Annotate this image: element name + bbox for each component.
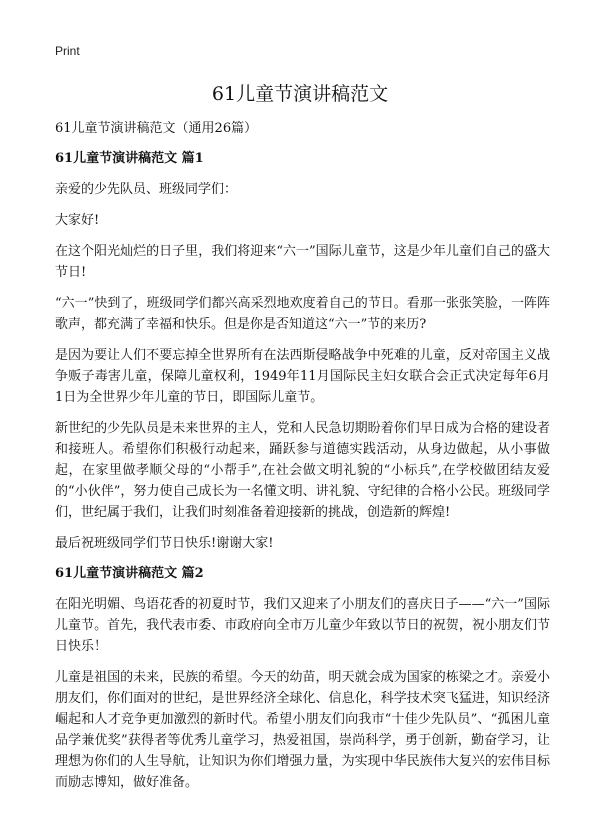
paragraph: 儿童是祖国的未来，民族的希望。今天的幼苗，明天就会成为国家的栋梁之才。亲爱小朋友们，你们面对的世纪，是世界经济全球化、信息化，科学技术突飞猛进，知识经济崛起和人才竞争更加激烈的新时代。希望小朋友们向我市“十佳少先队员”、“孤困儿童品学兼优奖”获得者等优秀儿童学习，热爱祖国，崇尚科学，勇于创新，勤奋学习，让理想为你们的人生导航，让知识为你们增强力量，为实现中华民族伟大复兴的宏伟目标而励志博知，做好准备。 [55, 670, 550, 790]
paragraph: 大家好! [55, 213, 100, 228]
paragraph: “六一”快到了，班级同学们都兴高采烈地欢度着自己的节日。看那一张张笑脸，一阵阵歌声，都充满了幸福和快乐。但是你是否知道这“六一”节的来历? [55, 296, 550, 332]
article-body [55, 118, 550, 803]
paragraph: 在阳光明媚、鸟语花香的初夏时节，我们又迎来了小朋友们的喜庆日子——“六一”国际儿童节。首先，我代表市委、市政府向全市万儿童少年致以节日的祝贺，祝小朋友们节日快乐！ [55, 597, 550, 654]
print-link[interactable]: Print [55, 44, 80, 58]
paragraph: 亲爱的少先队员、班级同学们： [55, 182, 238, 197]
article-subtitle: 61儿童节演讲稿范文（通用26篇） [55, 121, 258, 136]
section-heading-1: 61儿童节演讲稿范文 篇1 [55, 151, 204, 166]
paragraph: 新世纪的少先队员是未来世界的主人，党和人民急切期盼着你们早日成为合格的建设者和接班人。希望你们积极行动起来，踊跃参与道德实践活动，从身边做起，从小事做起，在家里做孝顺父母的“小帮手”,在社会做文明礼貌的“小标兵”,在学校做团结友爱的“小伙伴”，努力使自己成长为一名懂文明、讲礼貌、守纪律的合格小公民。班级同学们，世纪属于我们，让我们时刻准备着迎接新的挑战，创造新的辉煌! [55, 421, 550, 520]
paragraph: 是因为要让人们不要忘掉全世界所有在法西斯侵略战争中死难的儿童，反对帝国主义战争贩子毒害儿童，保障儿童权利，1949年11月国际民主妇女联合会正式决定每年6月1日为全世界少年儿童的节日，即国际儿童节。 [55, 348, 550, 405]
page-title: 61儿童节演讲稿范文 [211, 83, 389, 105]
paragraph: 最后祝班级同学们节日快乐!谢谢大家! [55, 536, 274, 551]
paragraph: 在这个阳光灿烂的日子里，我们将迎来“六一”国际儿童节，这是少年儿童们自己的盛大节日! [55, 244, 550, 280]
section-heading-2: 61儿童节演讲稿范文 篇2 [55, 566, 204, 581]
